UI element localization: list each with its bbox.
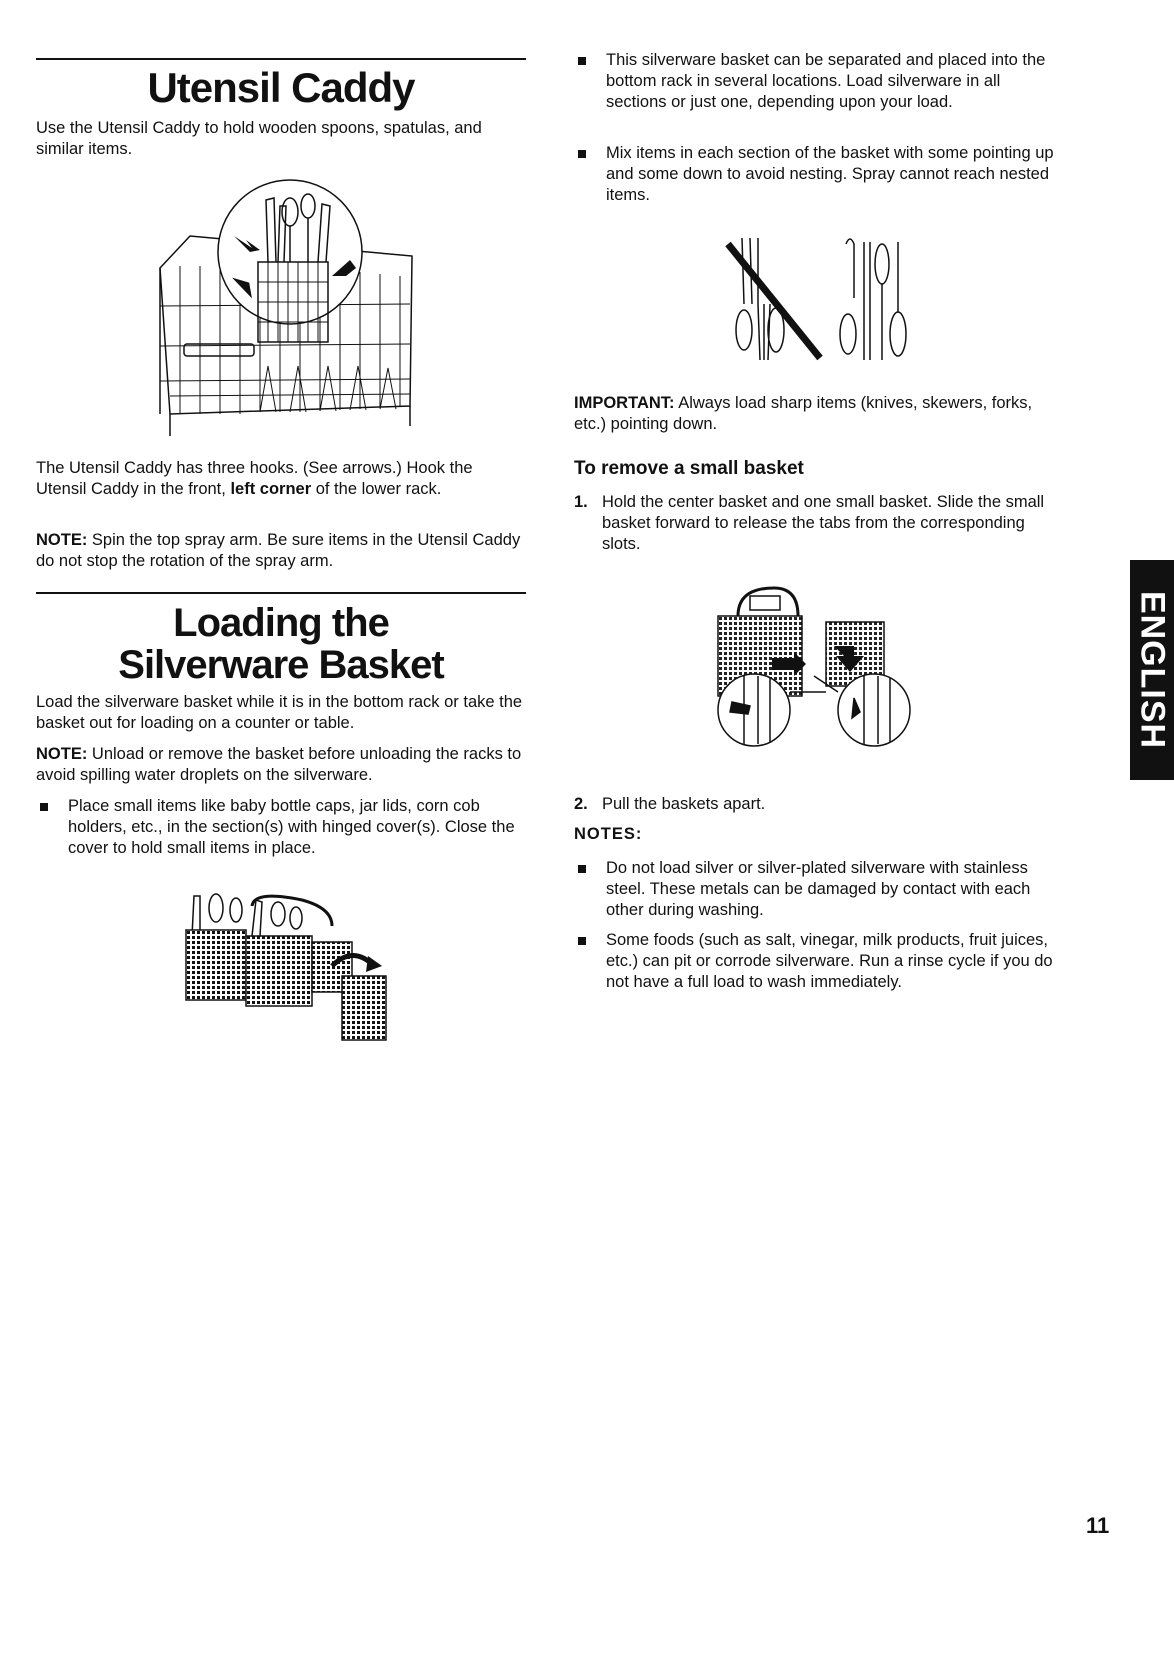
utensil-caddy-hooks-paragraph	[36, 458, 516, 500]
utensil-orientation-illustration	[724, 234, 914, 366]
note-text: Unload or remove the basket before unloading the racks to avoid spilling water droplets on the silverware.	[36, 745, 522, 784]
basket-bullet-1	[574, 50, 1054, 113]
silverware-basket-illustration	[182, 886, 392, 1046]
step-number: 1.	[574, 493, 588, 511]
remove-basket-heading: To remove a small basket	[574, 458, 804, 479]
bullet-square	[578, 937, 586, 945]
remove-step-1	[574, 492, 1054, 555]
bullet-square	[578, 865, 586, 873]
notes-bullet-2	[574, 930, 1054, 993]
bullet-text: This silverware basket can be separated and placed into the bottom rack in several locations. Load silverware in all sections or just one, depending upon your load.	[606, 51, 1046, 111]
utensil-caddy-title: Utensil Caddy	[147, 64, 415, 111]
remove-step-2	[574, 794, 1054, 815]
step-text: Pull the baskets apart.	[602, 795, 766, 813]
bullet-square	[578, 150, 586, 158]
utensil-caddy-note	[36, 530, 526, 572]
loading-bullet	[36, 796, 526, 859]
step-number: 2.	[574, 795, 588, 813]
bullet-text: Do not load silver or silver-plated silverware with stainless steel. These metals can be damaged by contact with each other during washing.	[606, 859, 1031, 919]
note-label: NOTE:	[36, 745, 88, 763]
hooks-text-b: of the lower rack.	[311, 480, 442, 498]
utensil-caddy-rack-illustration	[150, 176, 450, 438]
step-text: Hold the center basket and one small basket. Slide the small basket forward to release the tabs from the corresponding slots.	[602, 493, 1045, 553]
loading-title-line1: Loading the	[173, 601, 389, 645]
notes-heading: NOTES:	[574, 825, 643, 843]
hooks-text-bold: left corner	[230, 480, 312, 498]
note-text: Spin the top spray arm. Be sure items in the Utensil Caddy do not stop the rotation of the spray arm.	[36, 531, 521, 570]
bullet-text: Place small items like baby bottle caps, jar lids, corn cob holders, etc., in the section(s) with hinged cover(s). Close the cover to hold small items in place.	[68, 797, 515, 857]
note-label: NOTE:	[36, 531, 88, 549]
side-tab-label: ENGLISH	[1133, 590, 1172, 750]
bullet-text: Some foods (such as salt, vinegar, milk products, fruit juices, etc.) can pit or corrode silverware. Run a rinse cycle if you do not have a full load to wash immediately.	[606, 931, 1053, 991]
basket-bullet-2	[574, 143, 1054, 206]
remove-basket-illustration	[714, 582, 914, 750]
hooks-text-a: The Utensil Caddy has three hooks. (See arrows.) Hook the Utensil Caddy in the front,	[36, 459, 473, 498]
language-side-tab	[1130, 560, 1174, 780]
notes-bullet-1	[574, 858, 1054, 921]
important-paragraph	[574, 393, 1054, 435]
section-rule	[36, 58, 526, 60]
bullet-text: Mix items in each section of the basket with some pointing up and some down to avoid nesting. Spray cannot reach nested items.	[606, 144, 1054, 204]
utensil-caddy-intro: Use the Utensil Caddy to hold wooden spoons, spatulas, and similar items.	[36, 119, 482, 158]
bullet-square	[578, 57, 586, 65]
section-rule	[36, 592, 526, 594]
page-number: 11	[1086, 1513, 1110, 1538]
loading-note	[36, 744, 526, 786]
loading-title-line2: Silverware Basket	[118, 643, 444, 687]
important-label: IMPORTANT:	[574, 394, 675, 412]
loading-intro: Load the silverware basket while it is in the bottom rack or take the basket out for loading on a counter or table.	[36, 693, 523, 732]
bullet-square	[40, 803, 48, 811]
important-text: Always load sharp items (knives, skewers, forks, etc.) pointing down.	[574, 394, 1033, 433]
